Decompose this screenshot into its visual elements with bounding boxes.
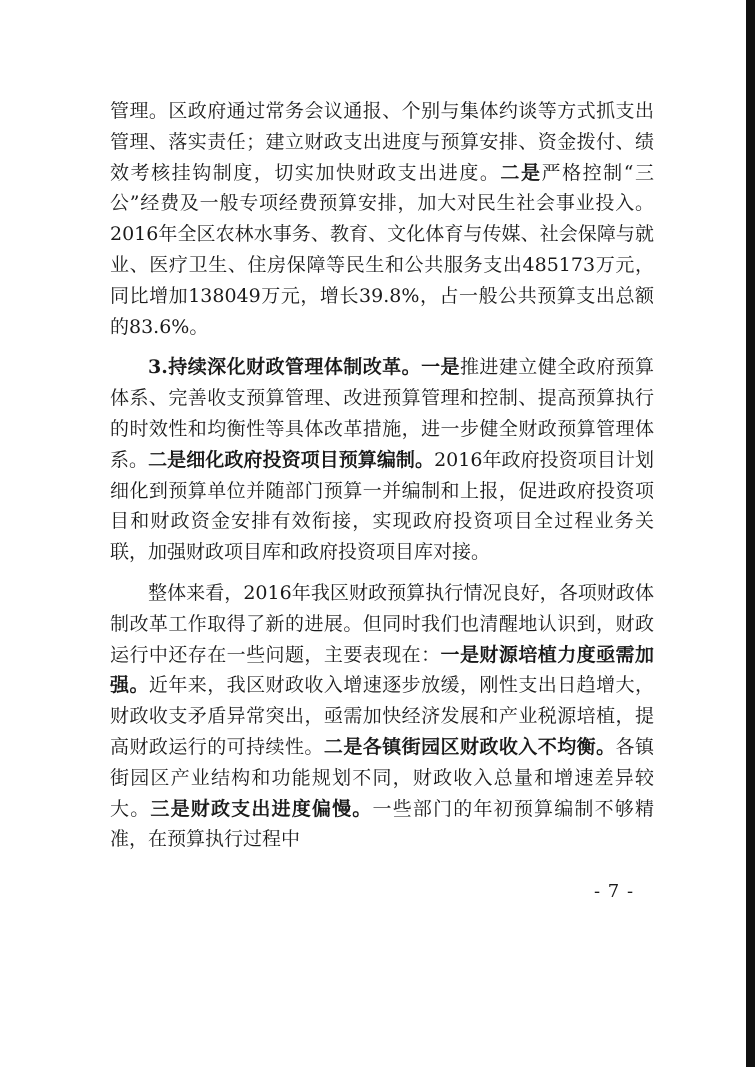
bold-run: 三是财政支出进度偏慢。 <box>150 797 373 820</box>
bold-run: 二是各镇街园区财政收入不均衡。 <box>323 735 616 758</box>
bold-run: 二是细化政府投资项目预算编制。 <box>148 448 435 471</box>
section-heading: 3.持续深化财政管理体制改革。 <box>148 356 422 379</box>
text-run: 各镇街园区产业结构和功能规划不同，财政收入总量和增速差异较大。 <box>110 735 654 820</box>
text-run: 近年来，我区财政收入增速逐步放缓，刚性支出日趋增大，财政收支矛盾异常突出，亟需加快经济发展和产业税源培植，提高财政运行的可持续性。 <box>110 674 654 758</box>
bold-run: 二是 <box>500 161 542 184</box>
text-run: 2016年政府投资项目计划细化到预算单位并随部门预算一并编制和上报，促进政府投资项目和财政资金安排有效衔接，实现政府投资项目全过程业务关联，加强财政项目库和政府投资项目库对接。 <box>110 448 654 564</box>
paragraph-1 <box>110 96 654 342</box>
text-run: 一些部门的年初预算编制不够精准，在预算执行过程中 <box>110 797 654 851</box>
text-run: 推进建立健全政府预算体系、完善收支预算管理、改进预算管理和控制、提高预算执行的时效性和均衡性等具体改革措施，进一步健全财政预算管理体系。 <box>110 356 654 471</box>
text-run: 整体来看，2016年我区财政预算执行情况良好，各项财政体制改革工作取得了新的进展。但同时我们也清醒地认识到，财政运行中还存在一些问题，主要表现在： <box>110 581 654 666</box>
text-run: 管理。区政府通过常务会议通报、个别与集体约谈等方式抓支出管理、落实责任；建立财政支出进度与预算安排、资金拨付、绩效考核挂钩制度，切实加快财政支出进度。 <box>110 100 654 184</box>
document-body <box>110 96 654 855</box>
bold-run: 一是财源培植力度亟需加强。 <box>110 643 654 697</box>
page-number: - 7 - <box>594 881 635 902</box>
paragraph-3 <box>110 578 654 855</box>
scan-edge-border <box>746 0 755 1067</box>
bold-run: 一是 <box>421 356 460 379</box>
paragraph-2 <box>110 352 654 568</box>
text-run: 严格控制“三公”经费及一般专项经费预算安排，加大对民生社会事业投入。2016年全区农林水事务、教育、文化体育与传媒、社会保障与就业、医疗卫生、住房保障等民生和公共服务支出485173万元，同比增加138049万元，增长39.8%，占一般公共预算支出总额的83.6%。 <box>110 161 654 338</box>
